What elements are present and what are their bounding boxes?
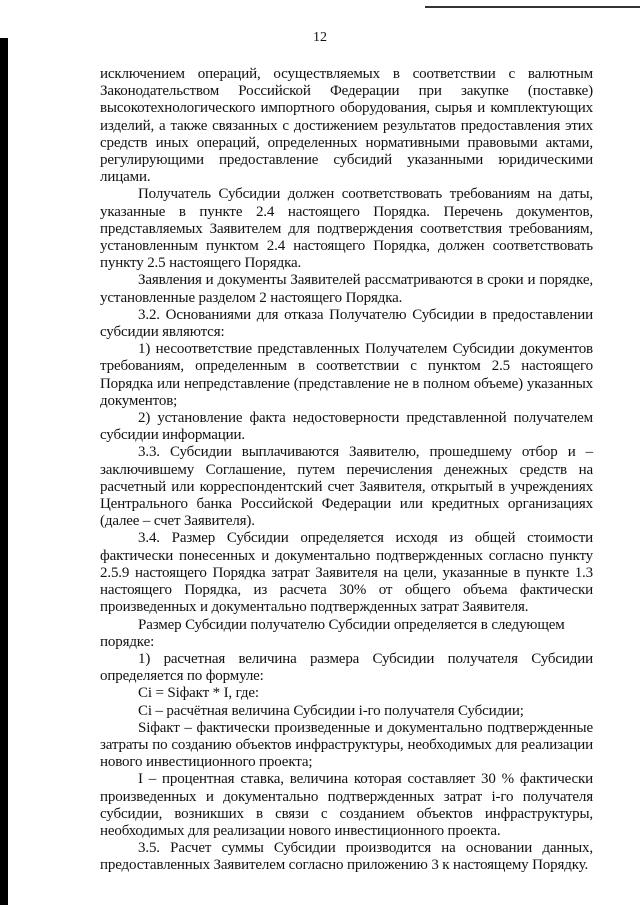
paragraph-formula-sifact: Siфакт – фактически произведенные и документально подтвержденные затраты по созданию объектов инфраструктуры, необходимых для реализации нового инвестиционного проекта;	[100, 719, 593, 771]
paragraph-review-terms: Заявления и документы Заявителей рассматриваются в сроки и порядке, установленные разделом 2 настоящего Порядка.	[100, 272, 593, 306]
paragraph-refusal-ground-1: 1) несоответствие представленных Получателем Субсидии документов требованиям, определенным в соответствии с пунктом 2.5 настоящего Порядка или непредставление (представление не в полном объеме) указанных документов;	[100, 341, 593, 409]
paragraph-formula-ci: Ci – расчётная величина Субсидии i-го получателя Субсидии;	[138, 702, 524, 719]
page-number: 12	[313, 30, 327, 45]
paragraph-3-2-refusal-grounds: 3.2. Основаниями для отказа Получателю Субсидии в предоставлении субсидии являются:	[100, 306, 593, 341]
binding-edge-strip	[0, 38, 8, 905]
paragraph-formula-intro: 1) расчетная величина размера Субсидии получателя Субсидии определяется по формуле:	[100, 650, 593, 685]
paragraph-3-5-calculation: 3.5. Расчет суммы Субсидии производится на основании данных, предоставленных Заявителем согласно приложению 3 к настоящему Порядку.	[100, 840, 593, 874]
paragraph-3-4-amount: 3.4. Размер Субсидии определяется исходя из общей стоимости фактически понесенных и документально подтвержденных согласно пункту 2.5.9 настоящего Порядка затрат Заявителя на цели, указанные в пункте 1.3 настоящего Порядка, из расчета 30% от общего объема фактически произведенных и документально подтвержденных затрат Заявителя.	[100, 530, 593, 616]
document-body	[100, 66, 593, 875]
paragraph-refusal-ground-2: 2) установление факта недостоверности представленной получателем субсидии информации.	[100, 410, 593, 444]
paragraph-amount-order: Размер Субсидии получателю Субсидии определяется в следующем порядке:	[100, 616, 565, 650]
paragraph-continuation: исключением операций, осуществляемых в соответствии с валютным Законодательством Российской Федерации при закупке (поставке) высокотехнологического импортного оборудования, сырья и комплектующих изделий, а также связанных с достижением результатов предоставления этих средств иных операций, определенных нормативными правовыми актами, регулирующими предоставление субсидий указанными юридическими лицами.	[100, 66, 593, 186]
paragraph-formula: Ci = Siфакт * I, где:	[138, 685, 259, 702]
scan-edge-line	[425, 6, 640, 8]
paragraph-recipient-requirements: Получатель Субсидии должен соответствовать требованиям на даты, указанные в пункте 2.4 настоящего Порядка. Перечень документов, представляемых Заявителем для подтверждения соответствия требованиям, установленным пунктом 2.4 настоящего Порядка, должен соответствовать пункту 2.5 настоящего Порядка.	[100, 186, 593, 272]
paragraph-3-3-payment: 3.3. Субсидии выплачиваются Заявителю, прошедшему отбор и – заключившему Соглашение, путем перечисления денежных средств на расчетный или корреспондентский счет Заявителя, открытый в учреждениях Центрального банка Российской Федерации или кредитных организациях (далее – счет Заявителя).	[100, 444, 593, 530]
paragraph-formula-i: I – процентная ставка, величина которая составляет 30 % фактически произведенных и документально подтвержденных затрат i-го получателя субсидии, возникших в связи с созданием объектов инфраструктуры, необходимых для реализации нового инвестиционного проекта.	[100, 771, 593, 839]
